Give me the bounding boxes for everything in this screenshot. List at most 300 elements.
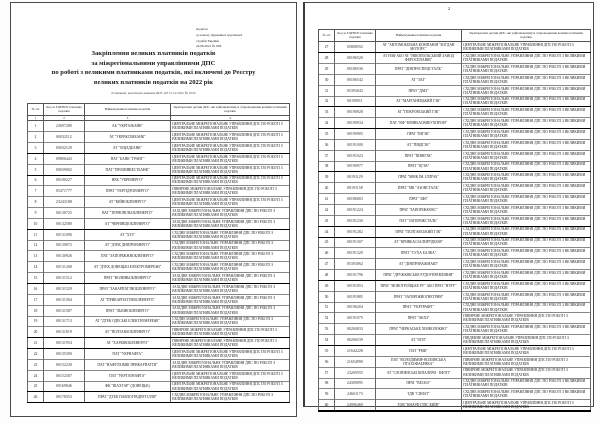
cell-org: СХІДНЕ МІЖРЕГІОНАЛЬНЕ УПРАВЛІННЯ ДПС ПО РОБОТІ З ВЕЛИКИМИ ПЛАТНИКАМИ ПОДАТКІВ: [462, 150, 591, 161]
header-tax-office: Територіальні органи ДПС, які здійснюватимуть супроводження великих платників податків: [171, 104, 290, 116]
cell-name: ПРАТ "ДМЗ": [376, 85, 462, 96]
table-row: [28, 164, 290, 175]
cell-code: 23243188: [44, 197, 85, 208]
cell-num: 47: [319, 259, 335, 270]
cell-code: 00191853: [335, 280, 376, 291]
cell-org: СХІДНЕ МІЖРЕГІОНАЛЬНЕ УПРАВЛІННЯ ДПС ПО РОБОТІ З ВЕЛИКИМИ ПЛАТНИКАМИ ПОДАТКІВ: [462, 302, 591, 313]
cell-num: 51: [319, 302, 335, 313]
table-row: [28, 175, 290, 186]
cell-name: АТ "МАРГАНЕЦЬКИЙ ГЗК": [376, 96, 462, 107]
cell-num: 56: [319, 356, 335, 367]
cell-org: ПІВНІЧНЕ МІЖРЕГІОНАЛЬНЕ УПРАВЛІННЯ ДПС ПО РОБОТІ З ВЕЛИКИМИ ПЛАТНИКАМИ ПОДАТКІВ: [171, 338, 290, 349]
cell-name: АТ "ДТЕК ДНІПРОЕНЕРГО": [85, 240, 171, 251]
table-row: [319, 139, 591, 150]
cell-name: АТ "ЗАЗ": [376, 74, 462, 85]
cell-name: АТ "УКРЕКСІМБАНК": [85, 132, 171, 143]
table-row: [319, 335, 591, 346]
cell-code: 00131512: [44, 273, 85, 284]
cell-name: ПРАТ "ЗАКАРПАТТЯОБЛЕНЕРГО": [85, 284, 171, 295]
table-row: [319, 74, 591, 85]
cell-code: 00131268: [44, 262, 85, 273]
cell-name: АТ "ДТЕК ОДЕСЬКІ ЕЛЕКТРОМЕРЕЖІ": [85, 316, 171, 327]
cell-num: 1: [28, 121, 44, 132]
cell-name: ПАТ "ЗАПОРІЖСТАЛЬ": [376, 215, 462, 226]
cell-code: 23269555: [335, 367, 376, 378]
cell-org: ЦЕНТРАЛЬНЕ МІЖРЕГІОНАЛЬНЕ УПРАВЛІННЯ ДПС ПО РОБОТІ З ВЕЛИКИМИ ПЛАТНИКАМИ ПОДАТКІВ: [462, 42, 591, 53]
table-row: [28, 218, 290, 229]
cell-code: 05471777: [44, 186, 85, 197]
cell-num: 22: [28, 349, 44, 360]
cell-name: ПАТ "ПРОМІНВЕСТБАНК": [85, 164, 171, 175]
cell-code: 00186803: [335, 194, 376, 205]
table-row: [319, 172, 591, 183]
cell-name: ПРАТ "ІНГЗК": [376, 129, 462, 140]
table-row: [319, 324, 591, 335]
table-row: [28, 305, 290, 316]
cell-name: АБ "УКРГАЗБАНК": [85, 121, 171, 132]
page-number: 2: [447, 6, 451, 11]
cell-code: 00131529: [44, 284, 85, 295]
cell-num: 31: [319, 85, 335, 96]
cell-name: АТ "АВТОМОБІЛЬНА КОМПАНІЯ "БОГДАН МОТОРС": [376, 42, 462, 53]
cell-code: 23697280: [44, 121, 85, 132]
cell-org: ЦЕНТРАЛЬНЕ МІЖРЕГІОНАЛЬНЕ УПРАВЛІННЯ ДПС ПО РОБОТІ З ВЕЛИКИМИ ПЛАТНИКАМИ ПОДАТКІВ: [171, 143, 290, 154]
cell-name: ПАТ "ЗАПОРІЖЖЯОБЛЕНЕРГО": [85, 251, 171, 262]
cell-org: СХІДНЕ МІЖРЕГІОНАЛЬНЕ УПРАВЛІННЯ ДПС ПО РОБОТІ З ВЕЛИКИМИ ПЛАТНИКАМИ ПОДАТКІВ: [462, 139, 591, 150]
table-row: [319, 248, 591, 259]
cell-org: СХІДНЕ МІЖРЕГІОНАЛЬНЕ УПРАВЛІННЯ ДПС ПО РОБОТІ З ВЕЛИКИМИ ПЛАТНИКАМИ ПОДАТКІВ: [171, 229, 290, 240]
cell-num: 24: [28, 370, 44, 381]
cell-code: 00186536: [335, 64, 376, 75]
cell-code: 05393062: [335, 259, 376, 270]
table-row: [319, 302, 591, 313]
header-row-number: № з/п: [319, 30, 335, 42]
cell-org: СХІДНЕ МІЖРЕГІОНАЛЬНЕ УПРАВЛІННЯ ДПС ПО РОБОТІ З ВЕЛИКИМИ ПЛАТНИКАМИ ПОДАТКІВ: [462, 194, 591, 205]
cell-name: ТДВ "СІНІАТ": [376, 389, 462, 400]
cell-num: 3: [28, 143, 44, 154]
table-row: [319, 161, 591, 172]
cell-org: ЦЕНТРАЛЬНЕ МІЖРЕГІОНАЛЬНЕ УПРАВЛІННЯ ДПС ПО РОБОТІ З ВЕЛИКИМИ ПЛАТНИКАМИ ПОДАТКІВ: [171, 349, 290, 360]
table-row: [28, 316, 290, 327]
cell-code: 00039002: [44, 164, 85, 175]
title-line: за міжрегіональними управліннями ДПС: [91, 59, 216, 67]
cell-code: 05393043: [335, 85, 376, 96]
table-row: [28, 251, 290, 262]
cell-org: СХІДНЕ МІЖРЕГІОНАЛЬНЕ УПРАВЛІННЯ ДПС ПО РОБОТІ З ВЕЛИКИМИ ПЛАТНИКАМИ ПОДАТКІВ: [462, 205, 591, 216]
amendment-note: Із змінами, внесеними наказом ДПС від 17.12.2021 № 1045: [111, 91, 196, 95]
header-edrpou-code: Код за ЄДРПОУ платника податків: [44, 104, 85, 116]
cell-code: 00032112: [44, 132, 85, 143]
cell-org: ЦЕНТРАЛЬНЕ МІЖРЕГІОНАЛЬНЕ УПРАВЛІННЯ ДПС ПО РОБОТІ З ВЕЛИКИМИ ПЛАТНИКАМИ ПОДАТКІВ: [462, 400, 591, 411]
cell-org: ПІВНІЧНЕ МІЖРЕГІОНАЛЬНЕ УПРАВЛІННЯ ДПС ПО РОБОТІ З ВЕЛИКИМИ ПЛАТНИКАМИ ПОДАТКІВ: [171, 327, 290, 338]
cell-org: ЦЕНТРАЛЬНЕ МІЖРЕГІОНАЛЬНЕ УПРАВЛІННЯ ДПС ПО РОБОТІ З ВЕЛИКИМИ ПЛАТНИКАМИ ПОДАТКІВ: [171, 153, 290, 164]
document-page-2: [303, 2, 594, 410]
cell-code: 00190905: [335, 129, 376, 140]
cell-name: НЕК "УКРЕНЕРГО": [85, 175, 171, 186]
table-row: [319, 378, 591, 389]
cell-num: 21: [28, 338, 44, 349]
cell-name: АТ "ЧЕРНІВЦІОБЛЕНЕРГО": [85, 218, 171, 229]
table-row: [28, 338, 290, 349]
title-line: Закріплення великих платників податків: [91, 50, 216, 57]
cell-code: 00196204: [335, 302, 376, 313]
cell-name: АТ "КРИВБАСЗАЛІЗРУДКОМ": [376, 237, 462, 248]
cell-org: СХІДНЕ МІЖРЕГІОНАЛЬНЕ УПРАВЛІННЯ ДПС ПО РОБОТІ З ВЕЛИКИМИ ПЛАТНИКАМИ ПОДАТКІВ: [462, 389, 591, 400]
cell-org: СХІДНЕ МІЖРЕГІОНАЛЬНЕ УПРАВЛІННЯ ДПС ПО РОБОТІ З ВЕЛИКИМИ ПЛАТНИКАМИ ПОДАТКІВ: [462, 161, 591, 172]
cell-code: 24661173: [335, 389, 376, 400]
cell-code: 00191329: [335, 248, 376, 259]
cell-org: СХІДНЕ МІЖРЕГІОНАЛЬНЕ УПРАВЛІННЯ ДПС ПО РОБОТІ З ВЕЛИКИМИ ПЛАТНИКАМИ ПОДАТКІВ: [171, 262, 290, 273]
cell-code: 24996469: [335, 400, 376, 411]
table-row: [319, 367, 591, 378]
cell-code: 05808592: [335, 42, 376, 53]
cell-num: 58: [319, 378, 335, 389]
cell-name: ПАТ "РМК": [376, 345, 462, 356]
cell-name: ФК "ШАХТАР" (ДОНЕЦЬК): [85, 381, 171, 392]
cell-name: АТ "ХАРКІВОБЛЕНЕРГО": [85, 338, 171, 349]
cell-num: 11: [28, 229, 44, 240]
cell-code: 00135390: [44, 349, 85, 360]
cell-num: 41: [319, 194, 335, 205]
table-row: [319, 107, 591, 118]
cell-code: 00130872: [44, 240, 85, 251]
cell-num: 38: [319, 161, 335, 172]
cell-org: СХІДНЕ МІЖРЕГІОНАЛЬНЕ УПРАВЛІННЯ ДПС ПО РОБОТІ З ВЕЛИКИМИ ПЛАТНИКАМИ ПОДАТКІВ: [462, 215, 591, 226]
cell-code: 00131564: [44, 294, 85, 305]
cell-name: ПРАТ "ДНІПРОСПЕЦСТАЛЬ": [376, 64, 462, 75]
cell-num: 46: [319, 248, 335, 259]
document-page-1: [10, 2, 297, 417]
header-row-number: № з/п: [28, 104, 44, 116]
table-row: [319, 237, 591, 248]
appendix-line: 24.06.2021 № 606: [196, 44, 222, 49]
cell-name: ПРАТ "ММК ІМ. ІЛЛІЧА": [376, 172, 462, 183]
cell-name: АТ НЗФ АБО АТ "НІКОПОЛЬСЬКИЙ ЗАВОД ФЕРОСПЛАВІВ": [376, 53, 462, 64]
cell-name: ПАТ "БАНК "ГРАНТ": [85, 153, 171, 164]
cell-num: 50: [319, 291, 335, 302]
cell-code: 00191796: [335, 270, 376, 281]
cell-num: 19: [28, 316, 44, 327]
cell-code: 00204033: [335, 324, 376, 335]
column-index: 4: [171, 116, 290, 121]
cell-org: СХІДНЕ МІЖРЕГІОНАЛЬНЕ УПРАВЛІННЯ ДПС ПО РОБОТІ З ВЕЛИКИМИ ПЛАТНИКАМИ ПОДАТКІВ: [171, 251, 290, 262]
cell-num: 25: [28, 381, 44, 392]
cell-name: ПРАТ "ПОЛТАВСЬКИЙ ГЗК": [376, 226, 462, 237]
cell-org: СХІДНЕ МІЖРЕГІОНАЛЬНЕ УПРАВЛІННЯ ДПС ПО РОБОТІ З ВЕЛИКИМИ ПЛАТНИКАМИ ПОДАТКІВ: [462, 291, 591, 302]
cell-num: 44: [319, 226, 335, 237]
cell-org: СХІДНЕ МІЖРЕГІОНАЛЬНЕ УПРАВЛІННЯ ДПС ПО РОБОТІ З ВЕЛИКИМИ ПЛАТНИКАМИ ПОДАТКІВ: [462, 96, 591, 107]
cell-code: 00206539: [335, 335, 376, 346]
table-row: [319, 129, 591, 140]
table-row: [28, 229, 290, 240]
cell-num: 52: [319, 313, 335, 324]
table-row: [28, 240, 290, 251]
cell-code: 00191230: [335, 215, 376, 226]
cell-code: 00191224: [335, 205, 376, 216]
cell-name: АТ "КИЇВОБЛЕНЕРГО": [85, 197, 171, 208]
cell-code: 00131954: [44, 338, 85, 349]
cell-org: СХІДНЕ МІЖРЕГІОНАЛЬНЕ УПРАВЛІННЯ ДПС ПО РОБОТІ З ВЕЛИКИМИ ПЛАТНИКАМИ ПОДАТКІВ: [462, 226, 591, 237]
cell-num: 4: [28, 153, 44, 164]
cell-org: ПІВНІЧНЕ МІЖРЕГІОНАЛЬНЕ УПРАВЛІННЯ ДПС ПО РОБОТІ З ВЕЛИКИМИ ПЛАТНИКАМИ ПОДАТКІВ: [462, 356, 591, 367]
cell-org: СХІДНЕ МІЖРЕГІОНАЛЬНЕ УПРАВЛІННЯ ДПС ПО РОБОТІ З ВЕЛИКИМИ ПЛАТНИКАМИ ПОДАТКІВ: [462, 64, 591, 75]
table-row: [28, 121, 290, 132]
cell-org: ЗАХІДНЕ МІЖРЕГІОНАЛЬНЕ УПРАВЛІННЯ ДПС ПО РОБОТІ З ВЕЛИКИМИ ПЛАТНИКАМИ ПОДАТКІВ: [171, 273, 290, 284]
table-row: [28, 370, 290, 381]
table-row: [319, 313, 591, 324]
cell-num: 23: [28, 359, 44, 370]
cell-name: ПРАТ "ПІВНГЗК": [376, 150, 462, 161]
cell-num: 15: [28, 273, 44, 284]
cell-name: АТ "ПОЛТАВАОБЛЕНЕРГО": [85, 327, 171, 338]
cell-num: 59: [319, 389, 335, 400]
table-row: [319, 259, 591, 270]
cell-org: ЗАХІДНЕ МІЖРЕГІОНАЛЬНЕ УПРАВЛІННЯ ДПС ПО РОБОТІ З ВЕЛИКИМИ ПЛАТНИКАМИ ПОДАТКІВ: [171, 284, 290, 295]
cell-code: 00131819: [44, 327, 85, 338]
cell-code: 00169846: [44, 381, 85, 392]
cell-code: 00190977: [335, 161, 376, 172]
cell-num: 45: [319, 237, 335, 248]
cell-code: 09806443: [44, 153, 85, 164]
cell-org: ЦЕНТРАЛЬНЕ МІЖРЕГІОНАЛЬНЕ УПРАВЛІННЯ ДПС ПО РОБОТІ З ВЕЛИКИМИ ПЛАТНИКАМИ ПОДАТКІВ: [171, 197, 290, 208]
cell-code: 21654990: [335, 356, 376, 367]
table-row: [319, 150, 591, 161]
cell-num: 12: [28, 240, 44, 251]
cell-code: 00130926: [44, 251, 85, 262]
cell-name: ПРАТ "НОВОТРОЇЦЬКЕ РУ" АБО ПРАТ "НТРУ": [376, 280, 462, 291]
table-row: [28, 284, 290, 295]
cell-org: ПІВДЕННЕ МІЖРЕГІОНАЛЬНЕ УПРАВЛІННЯ ДПС ПО РОБОТІ З ВЕЛИКИМИ ПЛАТНИКАМИ ПОДАТКІВ: [462, 335, 591, 346]
cell-num: 18: [28, 305, 44, 316]
table-row: [319, 118, 591, 129]
cell-num: 5: [28, 164, 44, 175]
table-row: [28, 153, 290, 164]
cell-org: СХІДНЕ МІЖРЕГІОНАЛЬНЕ УПРАВЛІННЯ ДПС ПО РОБОТІ З ВЕЛИКИМИ ПЛАТНИКАМИ ПОДАТКІВ: [462, 237, 591, 248]
cell-num: 28: [319, 53, 335, 64]
cell-code: 00131587: [44, 305, 85, 316]
column-index: 1: [28, 116, 44, 121]
header-edrpou-code: Код за ЄДРПОУ платника податків: [335, 30, 376, 42]
cell-num: 10: [28, 218, 44, 229]
cell-org: СХІДНЕ МІЖРЕГІОНАЛЬНЕ УПРАВЛІННЯ ДПС ПО РОБОТІ З ВЕЛИКИМИ ПЛАТНИКАМИ ПОДАТКІВ: [462, 107, 591, 118]
column-index: 2: [44, 116, 85, 121]
taxpayers-table-page-2: [318, 29, 591, 412]
cell-num: 9: [28, 208, 44, 219]
cell-name: АТ "ОПЗ": [376, 335, 462, 346]
header-taxpayer-name: Найменування платника податків: [376, 30, 462, 42]
table-row: [319, 270, 591, 281]
header-tax-office: Територіальні органи ДПС, які здійснюватимуть супроводження великих платників податків: [462, 30, 591, 42]
table-row: [28, 327, 290, 338]
cell-org: СХІДНЕ МІЖРЕГІОНАЛЬНЕ УПРАВЛІННЯ ДПС ПО РОБОТІ З ВЕЛИКИМИ ПЛАТНИКАМИ ПОДАТКІВ: [171, 392, 290, 403]
cell-org: ЗАХІДНЕ МІЖРЕГІОНАЛЬНЕ УПРАВЛІННЯ ДПС ПО РОБОТІ З ВЕЛИКИМИ ПЛАТНИКАМИ ПОДАТКІВ: [171, 218, 290, 229]
cell-num: 6: [28, 175, 44, 186]
table-row: [319, 280, 591, 291]
table-row: [319, 291, 591, 302]
cell-code: 00191000: [335, 139, 376, 150]
cell-name: ПРАТ "МК "АЗОВСТАЛЬ": [376, 183, 462, 194]
cell-name: ПРАТ "АКХЗ": [376, 313, 462, 324]
cell-name: ПРАТ "ВОЛИНЬОБЛЕНЕРГО": [85, 273, 171, 284]
cell-num: 32: [319, 96, 335, 107]
table-row: [28, 294, 290, 305]
table-row: [319, 42, 591, 53]
cell-name: ПАТ "НАФТОХІМІК ПРИКАРПАТТЯ": [85, 359, 171, 370]
table-row: [28, 392, 290, 403]
cell-name: АТ "ПІВДГЗК": [376, 139, 462, 150]
cell-code: 00191075: [335, 313, 376, 324]
cell-num: 48: [319, 270, 335, 281]
cell-num: 27: [319, 42, 335, 53]
table-row: [319, 205, 591, 216]
table-row: [28, 186, 290, 197]
cell-num: 37: [319, 150, 335, 161]
cell-name: ПРАТ "ЦГЗК": [376, 161, 462, 172]
table-row: [319, 85, 591, 96]
cell-name: ПРАТ "УКРГРАФІТ": [376, 302, 462, 313]
cell-org: СХІДНЕ МІЖРЕГІОНАЛЬНЕ УПРАВЛІННЯ ДПС ПО РОБОТІ З ВЕЛИКИМИ ПЛАТНИКАМИ ПОДАТКІВ: [462, 259, 591, 270]
table-row: [28, 359, 290, 370]
cell-org: СХІДНЕ МІЖРЕГІОНАЛЬНЕ УПРАВЛІННЯ ДПС ПО РОБОТІ З ВЕЛИКИМИ ПЛАТНИКАМИ ПОДАТКІВ: [171, 240, 290, 251]
cell-code: 00190934: [335, 118, 376, 129]
cell-num: 57: [319, 367, 335, 378]
cell-num: 16: [28, 284, 44, 295]
cell-code: 00152230: [44, 359, 85, 370]
cell-code: 00191129: [335, 172, 376, 183]
cell-num: 14: [28, 262, 44, 273]
cell-org: СХІДНЕ МІЖРЕГІОНАЛЬНЕ УПРАВЛІННЯ ДПС ПО РОБОТІ З ВЕЛИКИМИ ПЛАТНИКАМИ ПОДАТКІВ: [462, 53, 591, 64]
cell-org: ЦЕНТРАЛЬНЕ МІЖРЕГІОНАЛЬНЕ УПРАВЛІННЯ ДПС ПО РОБОТІ З ВЕЛИКИМИ ПЛАТНИКАМИ ПОДАТКІВ: [171, 132, 290, 143]
cell-num: 49: [319, 280, 335, 291]
cell-name: ПАТ "ВФ "КРИВБАСВИБУХПРОМ": [376, 118, 462, 129]
cell-name: АТ "СЛОВ'ЯНСЬКІ ШПАЛЕРИ - КФТП": [376, 367, 462, 378]
cell-num: 40: [319, 183, 335, 194]
cell-name: АТ "ПОКРОВСЬКИЙ ГЗК": [376, 107, 462, 118]
cell-org: ЦЕНТРАЛЬНЕ МІЖРЕГІОНАЛЬНЕ УПРАВЛІННЯ ДПС ПО РОБОТІ З ВЕЛИКИМИ ПЛАТНИКАМИ ПОДАТКІВ: [171, 175, 290, 186]
cell-name: АТ "ОЩАДБАНК": [85, 143, 171, 154]
cell-num: 30: [319, 74, 335, 85]
cell-org: ПІВНІЧНЕ МІЖРЕГІОНАЛЬНЕ УПРАВЛІННЯ ДПС ПО РОБОТІ З ВЕЛИКИМИ ПЛАТНИКАМИ ПОДАТКІВ: [171, 186, 290, 197]
cell-org: СХІДНЕ МІЖРЕГІОНАЛЬНЕ УПРАВЛІННЯ ДПС ПО РОБОТІ З ВЕЛИКИМИ ПЛАТНИКАМИ ПОДАТКІВ: [462, 324, 591, 335]
cell-code: 00131713: [44, 316, 85, 327]
cell-num: 54: [319, 335, 335, 346]
table-row: [28, 349, 290, 360]
cell-code: 00191023: [335, 150, 376, 161]
table-row: [28, 208, 290, 219]
cell-org: СХІДНЕ МІЖРЕГІОНАЛЬНЕ УПРАВЛІННЯ ДПС ПО РОБОТІ З ВЕЛИКИМИ ПЛАТНИКАМИ ПОДАТКІВ: [462, 85, 591, 96]
cell-name: АТ "ДНІПРОВАЖМАШ": [376, 259, 462, 270]
cell-code: 00191307: [335, 237, 376, 248]
cell-org: СХІДНЕ МІЖРЕГІОНАЛЬНЕ УПРАВЛІННЯ ДПС ПО РОБОТІ З ВЕЛИКИМИ ПЛАТНИКАМИ ПОДАТКІВ: [462, 378, 591, 389]
cell-code: 00186542: [335, 74, 376, 85]
cell-org: ЗАХІДНЕ МІЖРЕГІОНАЛЬНЕ УПРАВЛІННЯ ДПС ПО РОБОТІ З ВЕЛИКИМИ ПЛАТНИКАМИ ПОДАТКІВ: [171, 305, 290, 316]
cell-code: 00191158: [335, 183, 376, 194]
cell-num: 39: [319, 172, 335, 183]
cell-name: ПРАТ "ЧЕРКАСЬКЕ ХІМВОЛОКНО": [376, 324, 462, 335]
table-row: [28, 381, 290, 392]
table-row: [28, 273, 290, 284]
cell-code: 00131096: [44, 229, 85, 240]
cell-org: СХІДНЕ МІЖРЕГІОНАЛЬНЕ УПРАВЛІННЯ ДПС ПО РОБОТІ З ВЕЛИКИМИ ПЛАТНИКАМИ ПОДАТКІВ: [462, 280, 591, 291]
cell-name: ПРАТ "ВЕСКО": [376, 378, 462, 389]
cell-name: ПРАТ "ЗФЗ": [376, 194, 462, 205]
cell-org: СХІДНЕ МІЖРЕГІОНАЛЬНЕ УПРАВЛІННЯ ДПС ПО РОБОТІ З ВЕЛИКИМИ ПЛАТНИКАМИ ПОДАТКІВ: [462, 183, 591, 194]
cell-code: 00186520: [335, 53, 376, 64]
cell-num: 2: [28, 132, 44, 143]
cell-org: СХІДНЕ МІЖРЕГІОНАЛЬНЕ УПРАВЛІННЯ ДПС ПО РОБОТІ З ВЕЛИКИМИ ПЛАТНИКАМИ ПОДАТКІВ: [462, 172, 591, 183]
cell-org: ПІВНІЧНЕ МІЖРЕГІОНАЛЬНЕ УПРАВЛІННЯ ДПС ПО РОБОТІ З ВЕЛИКИМИ ПЛАТНИКАМИ ПОДАТКІВ: [462, 367, 591, 378]
cell-num: 36: [319, 139, 335, 150]
table-row: [28, 262, 290, 273]
cell-num: 33: [319, 107, 335, 118]
cell-org: ЗАХІДНЕ МІЖРЕГІОНАЛЬНЕ УПРАВЛІННЯ ДПС ПО РОБОТІ З ВЕЛИКИМИ ПЛАТНИКАМИ ПОДАТКІВ: [171, 294, 290, 305]
appendix-line: до наказу Державної податкової: [196, 32, 243, 37]
table-row: [319, 53, 591, 64]
cell-org: СХІДНЕ МІЖРЕГІОНАЛЬНЕ УПРАВЛІННЯ ДПС ПО РОБОТІ З ВЕЛИКИМИ ПЛАТНИКАМИ ПОДАТКІВ: [462, 248, 591, 259]
cell-num: 60: [319, 400, 335, 411]
cell-org: ЦЕНТРАЛЬНЕ МІЖРЕГІОНАЛЬНЕ УПРАВЛІННЯ ДПС ПО РОБОТІ З ВЕЛИКИМИ ПЛАТНИКАМИ ПОДАТКІВ: [171, 370, 290, 381]
cell-code: 00100227: [44, 175, 85, 186]
cell-code: 00178353: [44, 392, 85, 403]
column-index: 3: [85, 116, 171, 121]
taxpayers-table-page-1: [27, 103, 290, 403]
cell-org: СХІДНЕ МІЖРЕГІОНАЛЬНЕ УПРАВЛІННЯ ДПС ПО РОБОТІ З ВЕЛИКИМИ ПЛАТНИКАМИ ПОДАТКІВ: [171, 316, 290, 327]
title-line: великих платників податків на 2022 рік: [93, 78, 214, 86]
cell-org: ПІВНІЧНЕ МІЖРЕГІОНАЛЬНЕ УПРАВЛІННЯ ДПС ПО РОБОТІ З ВЕЛИКИМИ ПЛАТНИКАМИ ПОДАТКІВ: [462, 313, 591, 324]
table-row: [319, 226, 591, 237]
table-row: [319, 96, 591, 107]
cell-name: ПРАТ "ЗАПОРІЖКОКС": [376, 205, 462, 216]
cell-org: ЦЕНТРАЛЬНЕ МІЖРЕГІОНАЛЬНЕ УПРАВЛІННЯ ДПС ПО РОБОТІ З ВЕЛИКИМИ ПЛАТНИКАМИ ПОДАТКІВ: [171, 164, 290, 175]
cell-name: ПАТ "УКРТАТНАФТА": [85, 370, 171, 381]
cell-name: ПРАТ "УКРГІДРОЕНЕРГО": [85, 186, 171, 197]
cell-name: ТОВ "КНАУФ ГІПС КИЇВ": [376, 400, 462, 411]
table-row: [319, 389, 591, 400]
cell-org: ЗАХІДНЕ МІЖРЕГІОНАЛЬНЕ УПРАВЛІННЯ ДПС ПО РОБОТІ З ВЕЛИКИМИ ПЛАТНИКАМИ ПОДАТКІВ: [171, 359, 290, 370]
table-row: [319, 356, 591, 367]
cell-org: ЦЕНТРАЛЬНЕ МІЖРЕГІОНАЛЬНЕ УПРАВЛІННЯ ДПС ПО РОБОТІ З ВЕЛИКИМИ ПЛАТНИКАМИ ПОДАТКІВ: [171, 381, 290, 392]
cell-num: 8: [28, 197, 44, 208]
cell-name: ПРАТ "ДРУЖКІВСЬКЕ РУДОУПРАВЛІННЯ": [376, 270, 462, 281]
cell-code: 21642228: [335, 345, 376, 356]
cell-name: АТ "ДТЕК ДОНЕЦЬКІ ЕЛЕКТРОМЕРЕЖІ": [85, 262, 171, 273]
cell-name: ПРАТ "ДТЕК ПАВЛОГРАДВУГІЛЛЯ": [85, 392, 171, 403]
cell-num: 42: [319, 205, 335, 216]
document-title: [11, 49, 296, 87]
cell-num: 29: [319, 64, 335, 75]
cell-code: 00190928: [335, 107, 376, 118]
table-header-row: [28, 104, 290, 116]
cell-code: 00191885: [335, 291, 376, 302]
cell-code: 24309095: [335, 378, 376, 389]
appendix-reference-block: [196, 27, 282, 50]
cell-num: 55: [319, 345, 335, 356]
cell-name: ПРАТ "ЛЬВІВОБЛЕНЕРГО": [85, 305, 171, 316]
cell-org: СХІДНЕ МІЖРЕГІОНАЛЬНЕ УПРАВЛІННЯ ДПС ПО РОБОТІ З ВЕЛИКИМИ ПЛАТНИКАМИ ПОДАТКІВ: [462, 270, 591, 281]
cell-num: 7: [28, 186, 44, 197]
table-row: [319, 400, 591, 411]
cell-code: 00032129: [44, 143, 85, 154]
cell-org: СХІДНЕ МІЖРЕГІОНАЛЬНЕ УПРАВЛІННЯ ДПС ПО РОБОТІ З ВЕЛИКИМИ ПЛАТНИКАМИ ПОДАТКІВ: [462, 74, 591, 85]
table-row: [28, 143, 290, 154]
cell-num: 26: [28, 392, 44, 403]
cell-num: 13: [28, 251, 44, 262]
appendix-line: Додаток: [196, 27, 208, 31]
cell-num: 53: [319, 324, 335, 335]
table-row: [319, 194, 591, 205]
cell-org: СХІДНЕ МІЖРЕГІОНАЛЬНЕ УПРАВЛІННЯ ДПС ПО РОБОТІ З ВЕЛИКИМИ ПЛАТНИКАМИ ПОДАТКІВ: [462, 129, 591, 140]
cell-num: 17: [28, 294, 44, 305]
